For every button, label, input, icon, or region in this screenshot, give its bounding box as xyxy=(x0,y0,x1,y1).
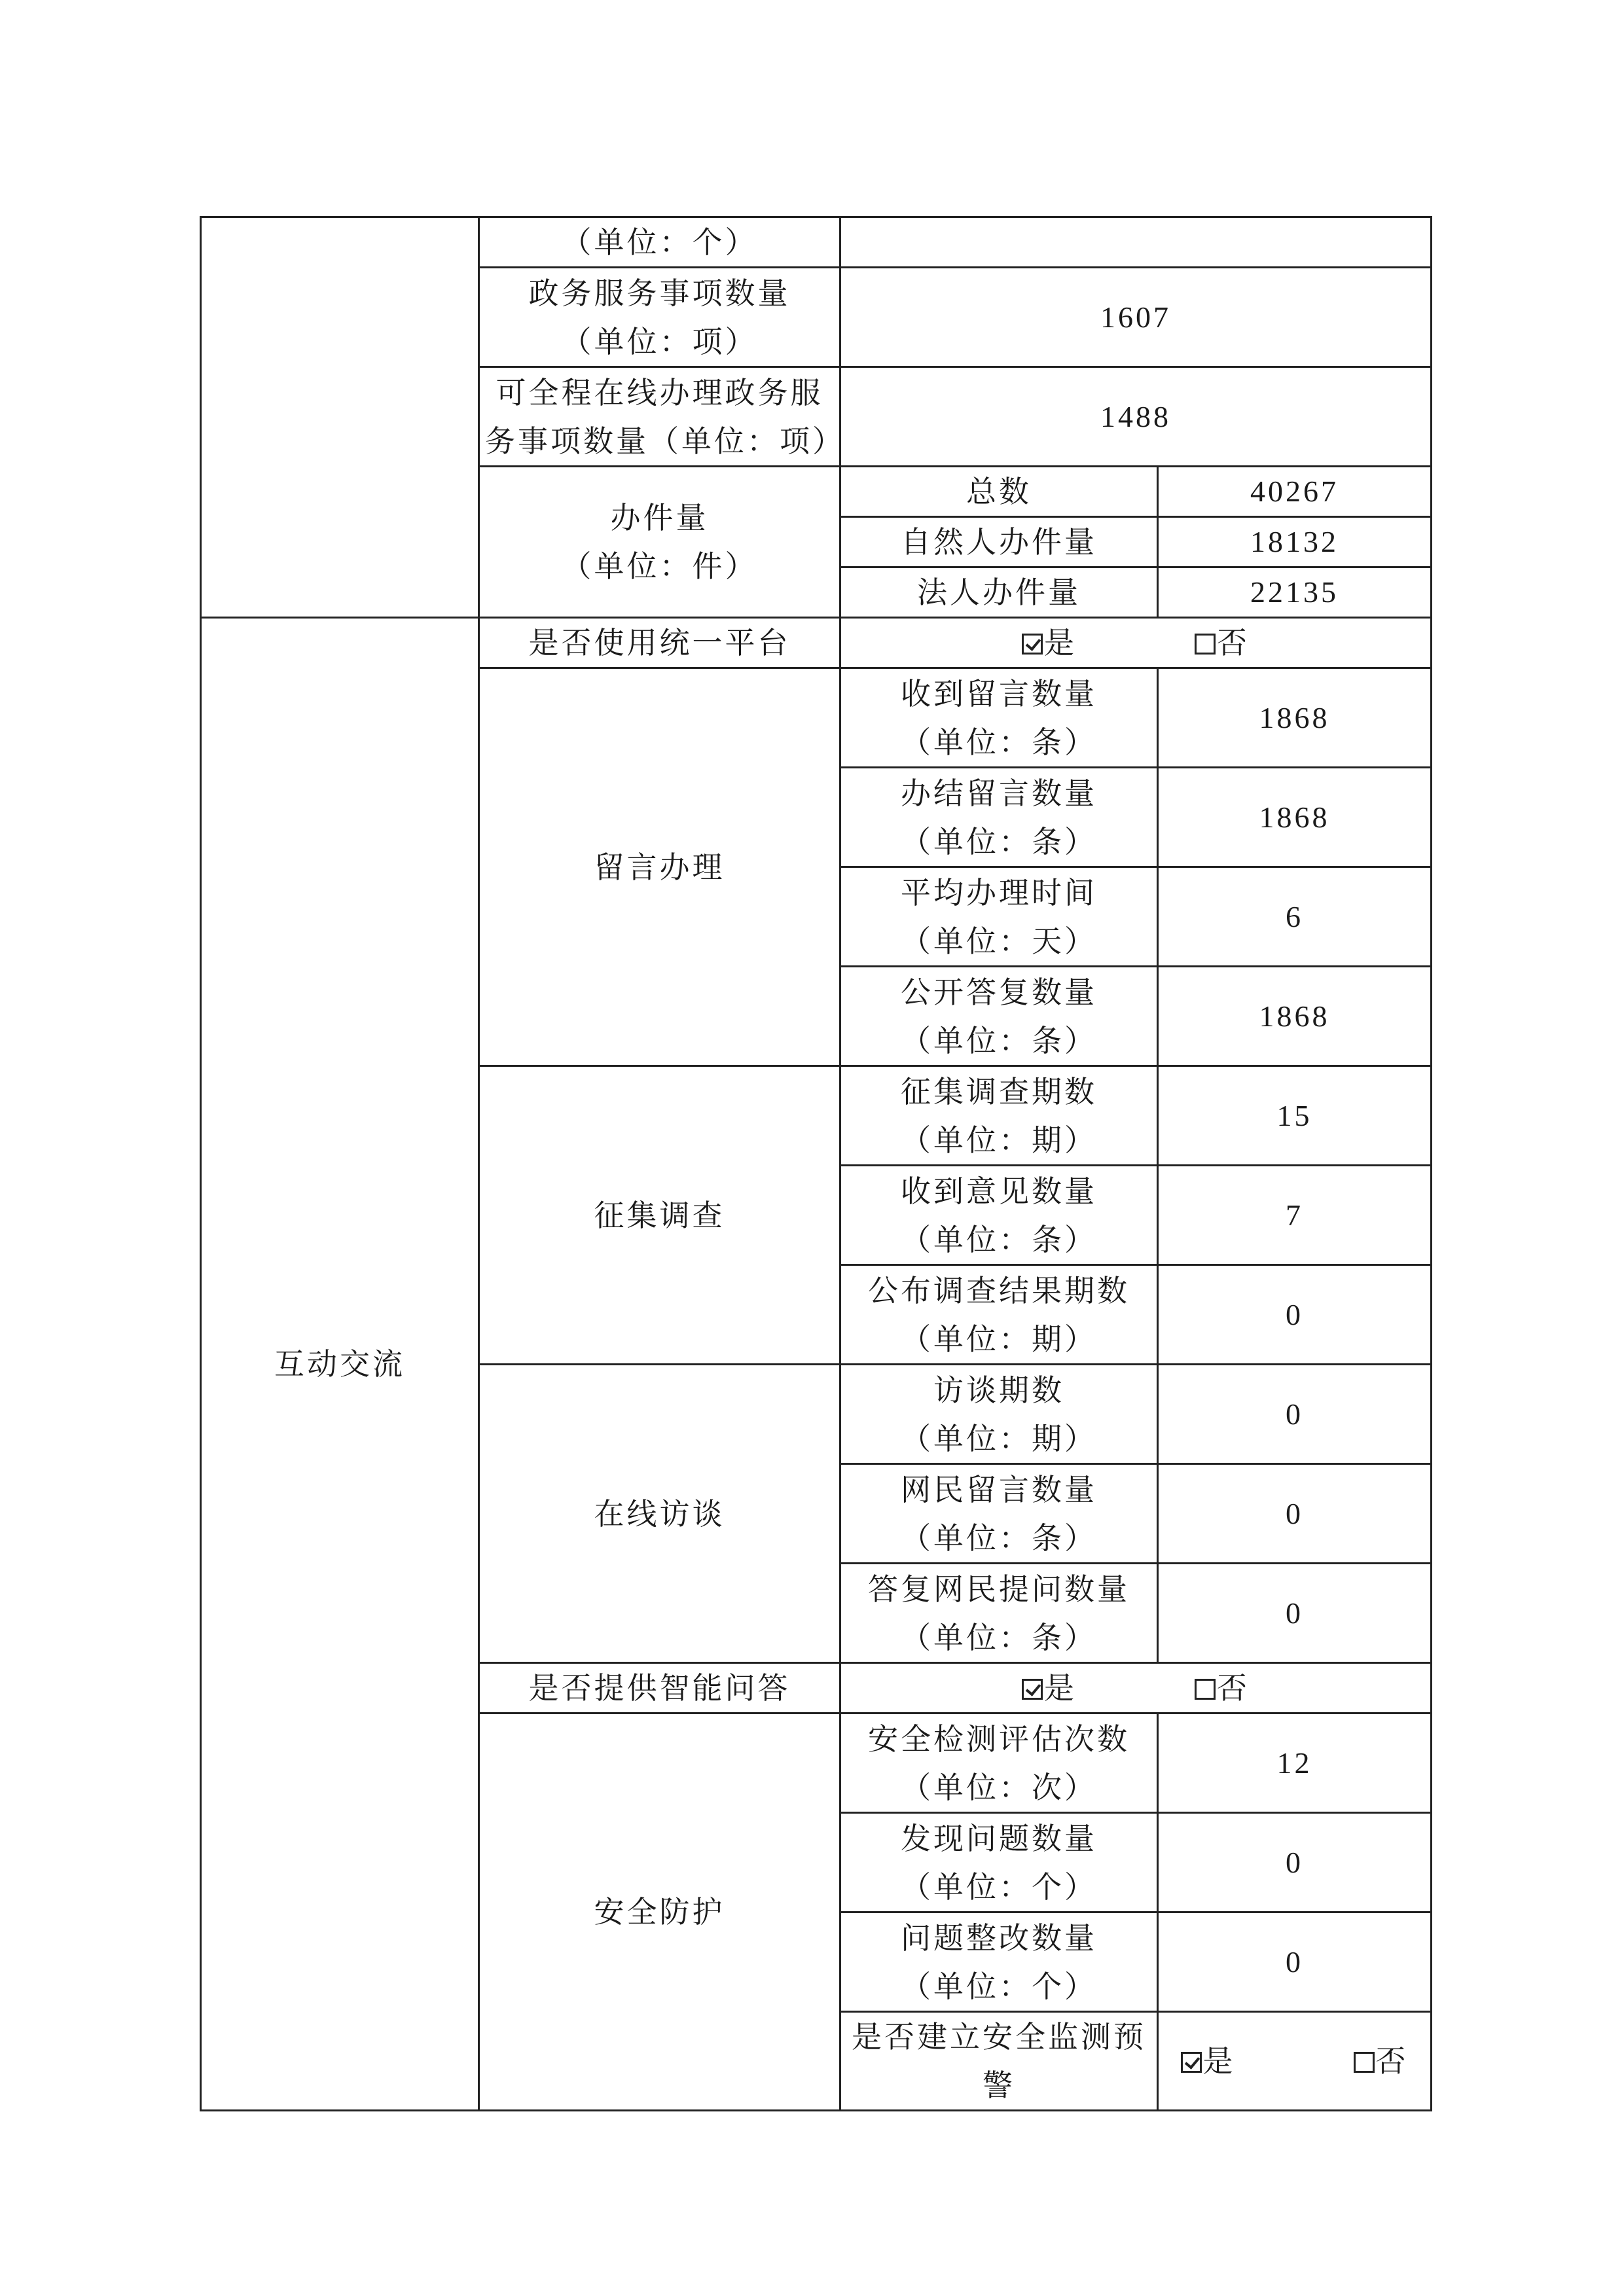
public-reply-label xyxy=(840,967,1158,1066)
section-cell-services xyxy=(201,217,479,618)
results-value: 0 xyxy=(1158,1265,1432,1365)
survey-label: 征集调查 xyxy=(479,1066,840,1365)
monitoring-label: 是否建立安全监测预警 xyxy=(840,2012,1158,2111)
label-unit: （单位：项） xyxy=(561,323,758,359)
no-label: 否 xyxy=(1217,1670,1250,1706)
label-unit: （单位：条） xyxy=(901,724,1097,760)
total-value: 40267 xyxy=(1158,467,1432,517)
label-line: 办结留言数量 xyxy=(901,775,1097,811)
interview-periods-label xyxy=(840,1365,1158,1464)
label-unit: （单位：条） xyxy=(901,1221,1097,1257)
label-unit: （单位：条） xyxy=(901,823,1097,859)
label-line: 安全检测评估次数 xyxy=(868,1721,1130,1757)
label-line: 公开答复数量 xyxy=(901,974,1097,1010)
yes-label: 是 xyxy=(1202,2043,1236,2079)
issues-found-label xyxy=(840,1813,1158,1912)
natural-person-label: 自然人办件量 xyxy=(840,517,1158,567)
received-label xyxy=(840,668,1158,768)
label-line: 问题整改数量 xyxy=(901,1920,1097,1956)
closed-value: 1868 xyxy=(1158,768,1432,867)
natural-person-value: 18132 xyxy=(1158,517,1432,567)
empty-value-cell xyxy=(840,217,1432,268)
messages-label: 留言办理 xyxy=(479,668,840,1066)
label-line: 发现问题数量 xyxy=(901,1820,1097,1856)
issues-found-value: 0 xyxy=(1158,1813,1432,1912)
assessments-label xyxy=(840,1713,1158,1813)
label-line: 访谈期数 xyxy=(933,1372,1064,1408)
netizen-msgs-label xyxy=(840,1464,1158,1564)
label-line: 办件量 xyxy=(610,500,709,535)
opinions-value: 7 xyxy=(1158,1166,1432,1265)
label-line: 收到意见数量 xyxy=(901,1173,1097,1209)
monitoring-options xyxy=(1158,2012,1432,2111)
opinions-label xyxy=(840,1166,1158,1265)
label-unit: （单位：次） xyxy=(901,1769,1097,1805)
label-line: 征集调查期数 xyxy=(901,1073,1097,1109)
label-unit: （单位：天） xyxy=(901,923,1097,959)
label-unit: （单位：件） xyxy=(561,548,758,584)
unified-platform-label: 是否使用统一平台 xyxy=(479,618,840,668)
unit-label: （单位：个） xyxy=(561,224,758,260)
label-unit: （单位：期） xyxy=(901,1122,1097,1158)
label-line: 网民留言数量 xyxy=(901,1471,1097,1507)
label-unit: （单位：条） xyxy=(901,1022,1097,1058)
handled-volume-label xyxy=(479,467,840,618)
online-items-label xyxy=(479,367,845,467)
no-label: 否 xyxy=(1217,625,1250,660)
unified-platform-options xyxy=(840,618,1432,668)
interview-label: 在线访谈 xyxy=(479,1365,840,1663)
smart-qa-label: 是否提供智能问答 xyxy=(479,1663,840,1713)
label-unit: （单位：个） xyxy=(901,1968,1097,2004)
yes-label: 是 xyxy=(1044,1670,1077,1706)
label-unit: （单位：期） xyxy=(901,1321,1097,1357)
yes-checkbox-checked-icon xyxy=(1022,634,1043,655)
label-line: 收到留言数量 xyxy=(901,675,1097,711)
issues-fixed-value: 0 xyxy=(1158,1912,1432,2012)
label-line: 可全程在线办理政务服 xyxy=(496,374,823,410)
no-checkbox-icon xyxy=(1195,634,1216,655)
no-checkbox-icon xyxy=(1195,1679,1216,1700)
closed-label xyxy=(840,768,1158,867)
public-reply-value: 1868 xyxy=(1158,967,1432,1066)
total-label: 总数 xyxy=(840,467,1158,517)
interview-periods-value: 0 xyxy=(1158,1365,1432,1464)
smart-qa-options xyxy=(840,1663,1432,1713)
yes-label: 是 xyxy=(1044,625,1077,660)
yes-checkbox-checked-icon xyxy=(1022,1679,1043,1700)
no-label: 否 xyxy=(1375,2043,1409,2079)
label-unit: （单位：个） xyxy=(901,1869,1097,1905)
results-label xyxy=(840,1265,1158,1365)
section-interaction: 互动交流 xyxy=(201,618,479,2111)
label-unit: （单位：期） xyxy=(901,1420,1097,1456)
label-line: 政务服务事项数量 xyxy=(528,275,791,311)
survey-periods-value: 15 xyxy=(1158,1066,1432,1166)
netizen-msgs-value: 0 xyxy=(1158,1464,1432,1564)
unit-label-cell xyxy=(479,217,840,268)
avg-time-value: 6 xyxy=(1158,867,1432,967)
label-line: 答复网民提问数量 xyxy=(868,1571,1130,1607)
label-unit: （单位：条） xyxy=(901,1619,1097,1655)
received-value: 1868 xyxy=(1158,668,1432,768)
service-items-value: 1607 xyxy=(840,268,1432,367)
no-checkbox-icon xyxy=(1354,2052,1375,2073)
yes-checkbox-checked-icon xyxy=(1181,2052,1202,2073)
survey-periods-label xyxy=(840,1066,1158,1166)
section-security: 安全防护 xyxy=(479,1713,840,2111)
legal-person-label: 法人办件量 xyxy=(840,567,1158,618)
label-line: 公布调查结果期数 xyxy=(868,1272,1130,1308)
label-unit: （单位：条） xyxy=(901,1520,1097,1556)
avg-time-label xyxy=(840,867,1158,967)
issues-fixed-label xyxy=(840,1912,1158,2012)
answered-value: 0 xyxy=(1158,1564,1432,1663)
legal-person-value: 22135 xyxy=(1158,567,1432,618)
label-line: 平均办理时间 xyxy=(901,874,1097,910)
online-items-value: 1488 xyxy=(840,367,1432,467)
answered-label xyxy=(840,1564,1158,1663)
statistics-table xyxy=(200,216,1432,2111)
assessments-value: 12 xyxy=(1158,1713,1432,1813)
label-line: 务事项数量（单位：项） xyxy=(485,423,845,459)
service-items-label xyxy=(479,268,840,367)
